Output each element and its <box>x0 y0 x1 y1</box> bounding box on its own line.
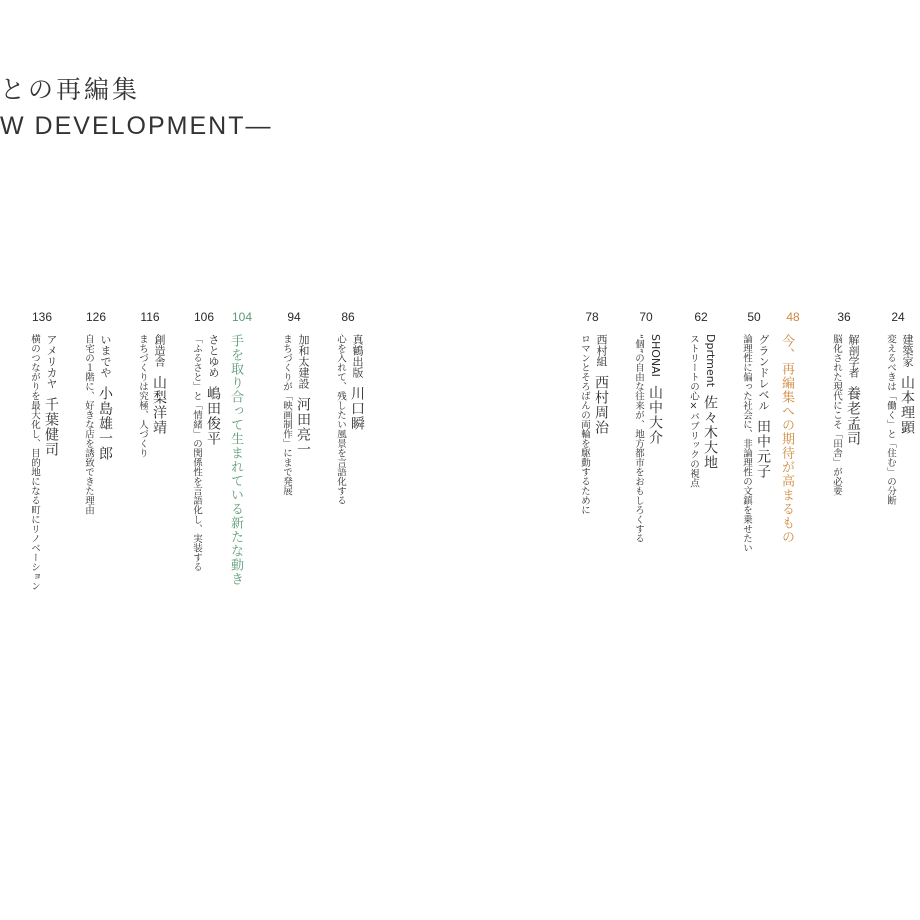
person-name: 千葉健司 <box>43 397 59 457</box>
role: SHONAI <box>649 334 662 377</box>
person-name: 佐々木大地 <box>702 395 718 471</box>
person-name: 嶋田俊平 <box>205 386 221 446</box>
role: 解剖学者 <box>847 334 860 378</box>
section-title: 今、再編集への期待が高まるもの <box>779 334 794 544</box>
description: ロマンとそろばんの両輪を駆動するために <box>579 334 590 515</box>
role: 建築家 <box>901 334 914 367</box>
person-name: 山中大介 <box>647 384 663 445</box>
page-number: 116 <box>140 310 160 324</box>
role: アメリカヤ <box>45 334 58 389</box>
description: “個”の自由な往来が、地方都市をおもしろくする <box>633 334 644 544</box>
person-name: 養老孟司 <box>845 386 861 446</box>
description: 自宅の１階に、好きな店を誘致できた理由 <box>83 334 94 515</box>
page-number: 86 <box>341 310 355 324</box>
role: いまでや <box>99 334 112 378</box>
page-title-en: W DEVELOPMENT— <box>0 112 273 140</box>
role: さとゆめ <box>207 334 220 378</box>
description: まちづくりが「映画制作」にまで発展 <box>281 334 292 496</box>
description: まちづくりは究極、人づくり <box>137 334 148 458</box>
person-name: 山本理顕 <box>899 375 915 435</box>
person-name: 西村周治 <box>593 375 609 435</box>
person-name: 川口瞬 <box>349 386 365 431</box>
page-number: 104 <box>231 310 253 324</box>
page-number: 62 <box>694 310 708 324</box>
description: 「ふるさと」と「情緒」の関係性を言語化し、実装する <box>191 334 202 572</box>
description: 横のつながりを最大化し、目的地になる町にリノベーション <box>29 334 40 591</box>
role: 真鶴出版 <box>351 334 364 378</box>
description: 論理性に偏った社会に、非論理性の文鎮を乗せたい <box>741 334 752 553</box>
page-number: 48 <box>786 310 800 324</box>
page-number: 70 <box>639 310 653 324</box>
page-number: 24 <box>891 310 905 324</box>
section-title: 手を取り合って生まれている新たな動き <box>228 334 243 586</box>
person-name: 山梨洋靖 <box>151 375 167 435</box>
page-number: 106 <box>193 310 215 324</box>
role: Dprtment <box>704 334 717 388</box>
description: ストリートの心×パブリックの視点 <box>688 334 699 488</box>
person-name: 小島雄一郎 <box>97 386 113 461</box>
person-name: 河田亮一 <box>295 397 311 457</box>
page-number: 36 <box>837 310 851 324</box>
page-title-jp: との再編集 <box>0 75 141 104</box>
role: 創造舎 <box>153 334 166 367</box>
description: 変えるべきは「働く」と「住む」の分断 <box>885 334 896 505</box>
description: 心を入れて、残したい風景を言語化する <box>335 334 346 505</box>
page-number: 78 <box>585 310 599 324</box>
page-number: 126 <box>85 310 107 324</box>
role: 加和太建設 <box>297 334 310 389</box>
page-number: 94 <box>287 310 301 324</box>
role: グランドレベル <box>757 334 770 411</box>
description: 脳化された現代にこそ「田舎」が必要 <box>831 334 842 496</box>
person-name: 田中元子 <box>755 419 771 479</box>
page-number: 136 <box>31 310 53 324</box>
page-number: 50 <box>747 310 761 324</box>
role: 西村組 <box>595 334 608 367</box>
